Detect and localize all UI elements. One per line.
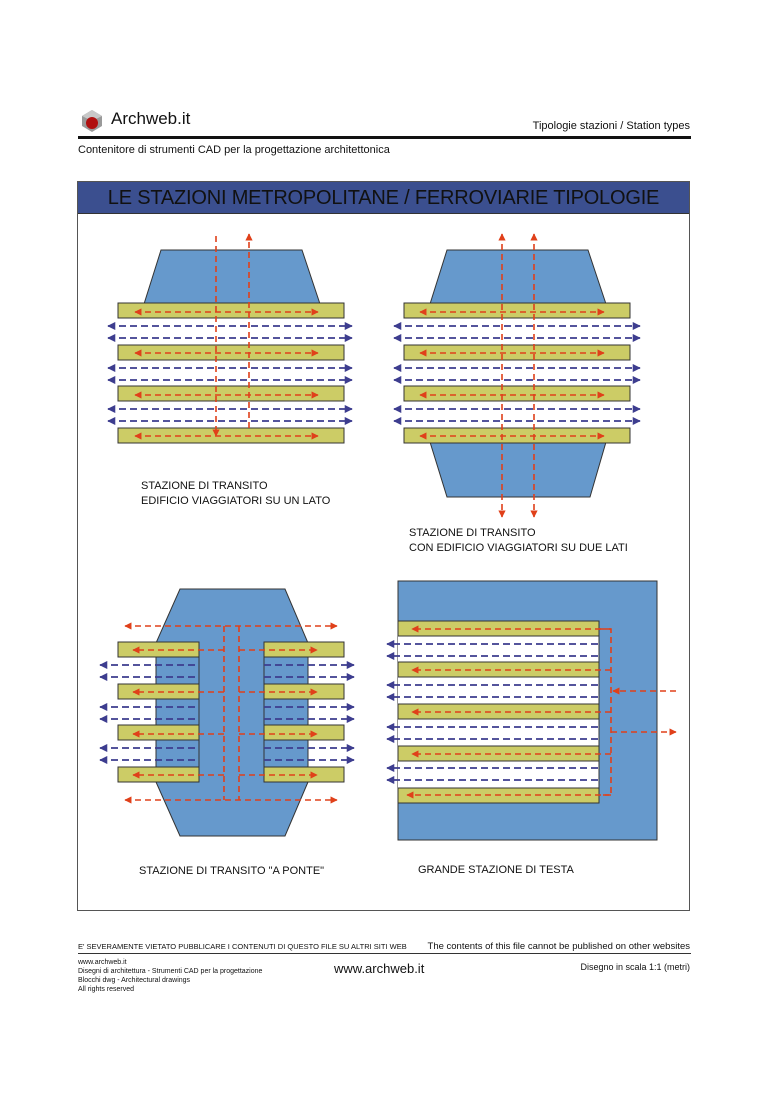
section-label: Tipologie stazioni / Station types [532, 120, 690, 132]
caption-line: STAZIONE DI TRANSITO [409, 527, 536, 539]
diagram-terminal [387, 581, 676, 840]
diagram-transit-two-sides [394, 234, 640, 517]
tagline: Contenitore di strumenti CAD per la progettazione architettonica [78, 144, 390, 156]
footer-info [78, 958, 262, 994]
diagram-transit-one-side [108, 234, 352, 443]
footer-divider [78, 953, 691, 954]
brand-name: Archweb.it [111, 109, 191, 128]
copyright-warning-en: The contents of this file cannot be published on other websites [427, 941, 690, 952]
diagram-transit-bridge [100, 589, 354, 836]
caption-transit-two-sides [409, 526, 628, 556]
footer-line: All rights reserved [78, 986, 135, 993]
caption-line: CON EDIFICIO VIAGGIATORI SU DUE LATI [409, 542, 628, 554]
caption-transit-one-side [141, 479, 330, 509]
scale-note: Disegno in scala 1:1 (metri) [580, 962, 690, 972]
caption-line: EDIFICIO VIAGGIATORI SU UN LATO [141, 495, 331, 507]
caption-terminal [418, 863, 574, 878]
caption-line: GRANDE STAZIONE DI TESTA [418, 864, 574, 876]
footer-line: Blocchi dwg - Architectural drawings [78, 977, 191, 984]
footer-line: www.archweb.it [78, 959, 127, 966]
caption-transit-bridge [139, 864, 324, 879]
footer-line: Disegni di architettura - Strumenti CAD per la progettazione [78, 968, 263, 975]
caption-line: STAZIONE DI TRANSITO "A PONTE" [139, 865, 325, 877]
caption-line: STAZIONE DI TRANSITO [141, 480, 268, 492]
page-title: LE STAZIONI METROPOLITANE / FERROVIARIE TIPOLOGIE [107, 187, 660, 209]
footer-url: www.archweb.it [334, 961, 425, 976]
copyright-warning-it: E' SEVERAMENTE VIETATO PUBBLICARE I CONTENUTI DI QUESTO FILE SU ALTRI SITI WEB [78, 942, 407, 951]
